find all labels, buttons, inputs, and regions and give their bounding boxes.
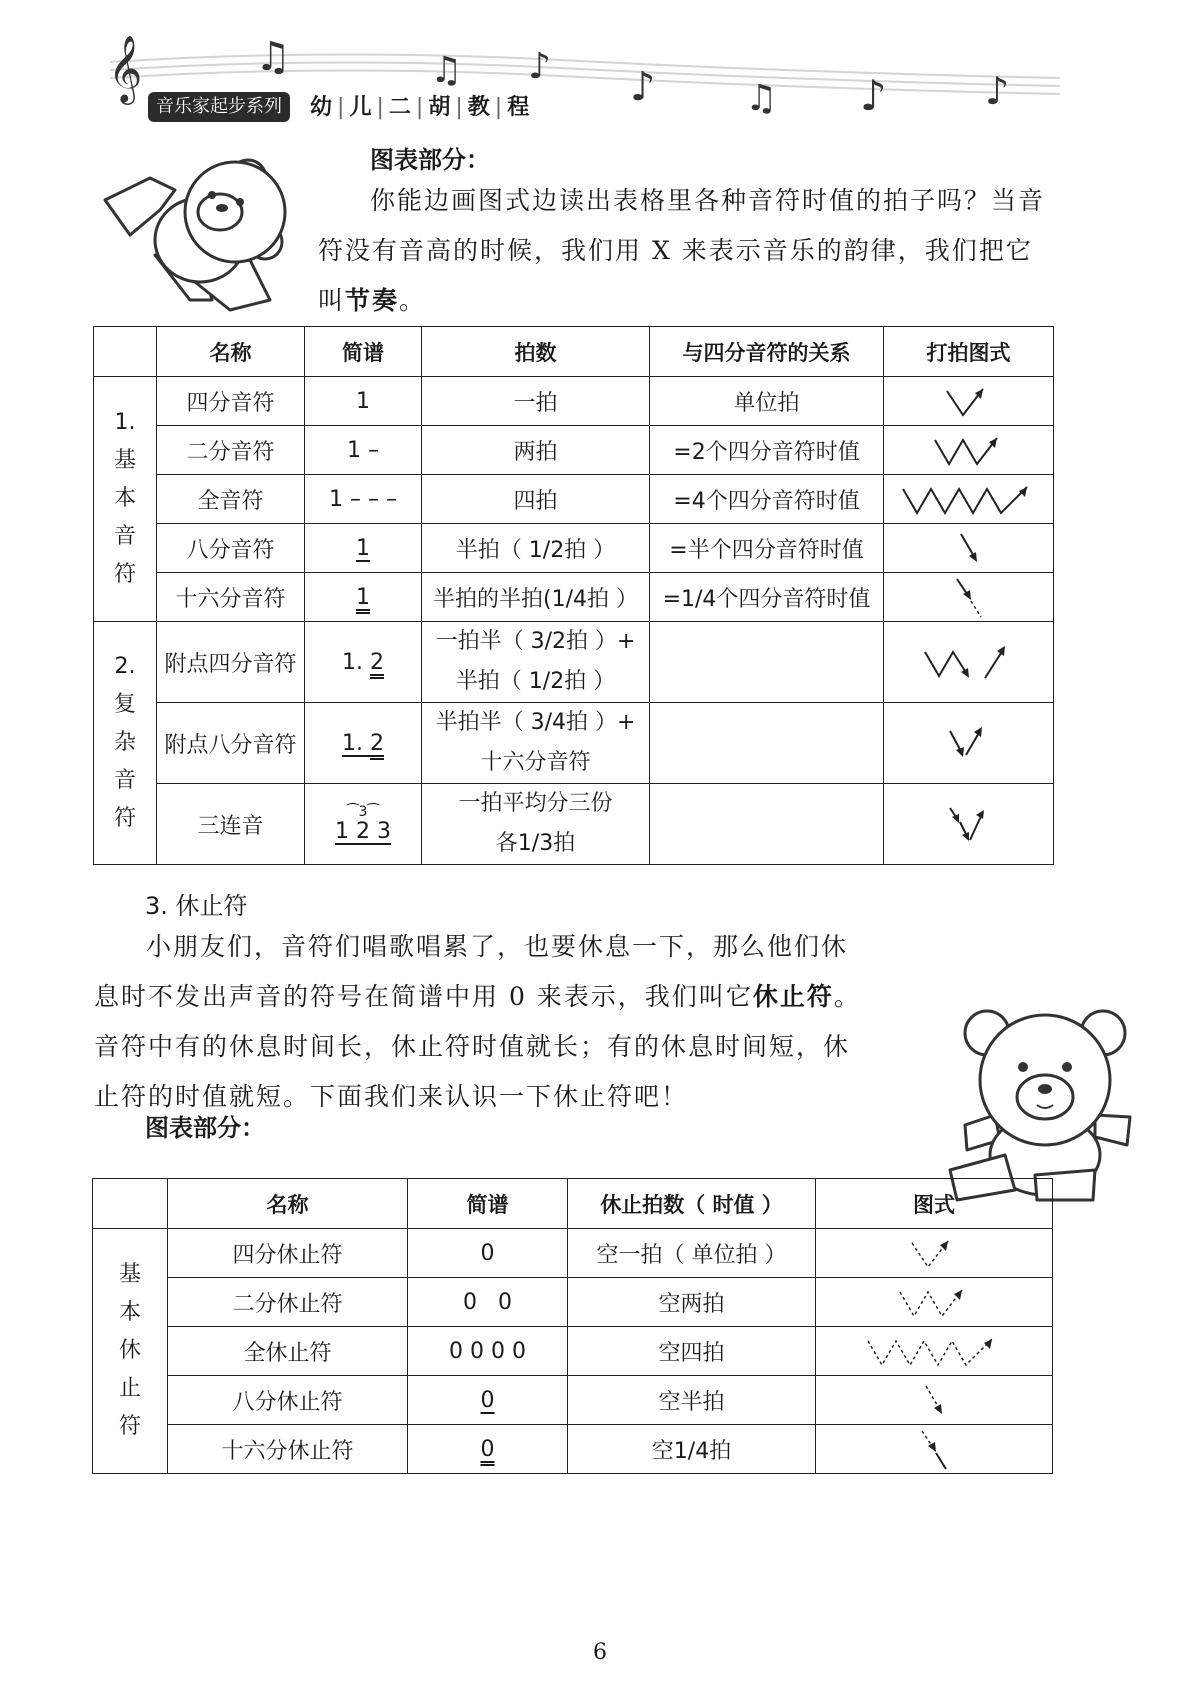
header-rest-beats: 休止拍数（ 时值 ）: [568, 1179, 816, 1229]
table-row: [93, 1425, 1053, 1474]
note-notation: 1: [305, 377, 422, 426]
note-relation: [650, 784, 884, 865]
table-row: [94, 475, 1054, 524]
music-note-icon: ♫: [745, 78, 778, 119]
table-row: [93, 1327, 1053, 1376]
dotted-quarter-beat-diagram-icon: [919, 640, 1019, 684]
table-row: [94, 573, 1054, 622]
music-note-icon: ♫: [430, 50, 463, 91]
header-relation: 与四分音符的关系: [650, 327, 884, 377]
rest-name: 八分休止符: [168, 1376, 408, 1425]
rest-diagram-cell: [816, 1229, 1053, 1278]
rest-beats: 空1/4拍: [568, 1425, 816, 1474]
intro-paragraph: 你能边画图式边读出表格里各种音符时值的拍子吗？当音符没有音高的时候，我们用 X 来表示音乐的韵律，我们把它叫节奏。: [318, 186, 1046, 315]
page-number: 6: [593, 1640, 607, 1665]
note-relation: [650, 622, 884, 703]
note-beats: 四拍: [422, 475, 650, 524]
note-beats: 两拍: [422, 426, 650, 475]
music-note-icon: ♪: [985, 69, 1010, 113]
whole-rest-diagram-icon: [864, 1331, 1004, 1371]
note-name: 附点四分音符: [157, 622, 305, 703]
music-note-icon: ♫: [255, 34, 291, 80]
note-beats: 半拍的半拍(1/4拍 ）: [422, 573, 650, 622]
header-diagram: 图式: [816, 1179, 1053, 1229]
rest-beats: 空四拍: [568, 1327, 816, 1376]
note-relation: =1/4个四分音符时值: [650, 573, 884, 622]
note-beats: 一拍半（ 3/2拍 ）+ 半拍（ 1/2拍 ）: [422, 622, 650, 703]
note-notation: 1. 2: [305, 703, 422, 784]
half-beat-diagram-icon: [929, 430, 1009, 470]
header-diagram: 打拍图式: [884, 327, 1054, 377]
quarter-rest-diagram-icon: [904, 1233, 964, 1273]
rest-diagram-cell: [816, 1278, 1053, 1327]
note-relation: =2个四分音符时值: [650, 426, 884, 475]
table-row: [94, 622, 1054, 703]
music-note-icon: ♪: [630, 64, 656, 110]
note-notation: 1. 2: [305, 622, 422, 703]
note-relation: 单位拍: [650, 377, 884, 426]
note-relation: [650, 703, 884, 784]
music-note-icon: ♪: [528, 46, 551, 87]
rest-paragraph: 小朋友们，音符们唱歌唱累了，也要休息一下，那么他们休息时不发出声音的符号在简谱中用 0 来表示，我们叫它休止符。音符中有的休息时间长，休止符时值就长；有的休息时间短，休止符的时值就短。下面我们来认识一下休止符吧！: [94, 932, 861, 1111]
group-label-rests: 基 本 休 止 符: [93, 1229, 168, 1474]
note-name: 十六分音符: [157, 573, 305, 622]
note-notation: 1: [305, 524, 422, 573]
note-beats: 半拍（ 1/2拍 ）: [422, 524, 650, 573]
rest-section-heading: 3. 休止符: [145, 892, 248, 920]
table-row: [94, 524, 1054, 573]
rest-name: 四分休止符: [168, 1229, 408, 1278]
rest-diagram-cell: [816, 1425, 1053, 1474]
triplet-beat-diagram-icon: [944, 802, 994, 846]
table-row: [94, 784, 1054, 865]
header-notation: 简谱: [408, 1179, 568, 1229]
group-label-complex: 2. 复 杂 音 符: [94, 622, 157, 865]
beat-diagram-cell: [884, 784, 1054, 865]
table-row: [94, 377, 1054, 426]
beat-diagram-cell: [884, 622, 1054, 703]
table-row: [93, 1376, 1053, 1425]
rest-name: 二分休止符: [168, 1278, 408, 1327]
table-row: [93, 1229, 1053, 1278]
triplet-mark: ⁀3⁀: [347, 803, 379, 820]
rest-notation: 0: [408, 1229, 568, 1278]
note-relation: =4个四分音符时值: [650, 475, 884, 524]
rest-diagram-cell: [816, 1327, 1053, 1376]
rest-beats: 空两拍: [568, 1278, 816, 1327]
header-name: 名称: [157, 327, 305, 377]
rest-notation: 0: [408, 1376, 568, 1425]
note-notation: ⁀3⁀ 1 2 3: [305, 784, 422, 865]
whole-beat-diagram-icon: [899, 479, 1039, 519]
rest-beats: 空一拍（ 单位拍 ）: [568, 1229, 816, 1278]
header-beats: 拍数: [422, 327, 650, 377]
rest-values-table: [92, 1178, 1053, 1474]
table-row: [94, 703, 1054, 784]
eighth-rest-diagram-icon: [914, 1380, 954, 1420]
series-tag: 音乐家起步系列: [148, 92, 290, 122]
group-label-basic: 1. 基 本 音 符: [94, 377, 157, 622]
note-beats: 一拍平均分三份 各1/3拍: [422, 784, 650, 865]
rest-diagram-cell: [816, 1376, 1053, 1425]
header-empty-cell: [93, 1179, 168, 1229]
quarter-beat-diagram-icon: [939, 381, 999, 421]
section-heading: 图表部分：: [370, 146, 490, 174]
sixteenth-beat-diagram-icon: [949, 575, 989, 619]
header-notation: 简谱: [305, 327, 422, 377]
rest-name: 十六分休止符: [168, 1425, 408, 1474]
note-beats: 一拍: [422, 377, 650, 426]
beat-diagram-cell: [884, 475, 1054, 524]
beat-diagram-cell: [884, 377, 1054, 426]
half-rest-diagram-icon: [894, 1282, 974, 1322]
table-row: [93, 1278, 1053, 1327]
note-notation: 1 – – –: [305, 475, 422, 524]
note-relation: =半个四分音符时值: [650, 524, 884, 573]
rest-notation: 0 0 0 0: [408, 1327, 568, 1376]
note-notation: 1 –: [305, 426, 422, 475]
note-values-table: [93, 326, 1054, 865]
header-name: 名称: [168, 1179, 408, 1229]
rest-beats: 空半拍: [568, 1376, 816, 1425]
music-note-icon: ♪: [860, 71, 887, 120]
treble-clef-icon: 𝄞: [108, 34, 143, 102]
table-header-row: [94, 327, 1054, 377]
book-title: 幼 | 儿 | 二 | 胡 | 教 | 程: [310, 95, 531, 120]
beat-diagram-cell: [884, 524, 1054, 573]
note-name: 附点八分音符: [157, 703, 305, 784]
note-name: 全音符: [157, 475, 305, 524]
bear-illustration: [100, 150, 330, 335]
note-notation: 1: [305, 573, 422, 622]
eighth-beat-diagram-icon: [949, 528, 989, 568]
rest-notation: 0 0: [408, 1278, 568, 1327]
bear-illustration: [945, 1005, 1145, 1205]
table-header-row: [93, 1179, 1053, 1229]
rest-name: 全休止符: [168, 1327, 408, 1376]
beat-diagram-cell: [884, 703, 1054, 784]
beat-diagram-cell: [884, 573, 1054, 622]
table-row: [94, 426, 1054, 475]
note-name: 四分音符: [157, 377, 305, 426]
note-name: 三连音: [157, 784, 305, 865]
header-empty-cell: [94, 327, 157, 377]
rest-notation: 0: [408, 1425, 568, 1474]
rest-chart-heading: 图表部分：: [145, 1114, 265, 1142]
beat-diagram-cell: [884, 426, 1054, 475]
note-name: 二分音符: [157, 426, 305, 475]
note-name: 八分音符: [157, 524, 305, 573]
note-beats: 半拍半（ 3/4拍 ）+ 十六分音符: [422, 703, 650, 784]
sixteenth-rest-diagram-icon: [914, 1427, 954, 1471]
dotted-eighth-beat-diagram-icon: [944, 721, 994, 765]
